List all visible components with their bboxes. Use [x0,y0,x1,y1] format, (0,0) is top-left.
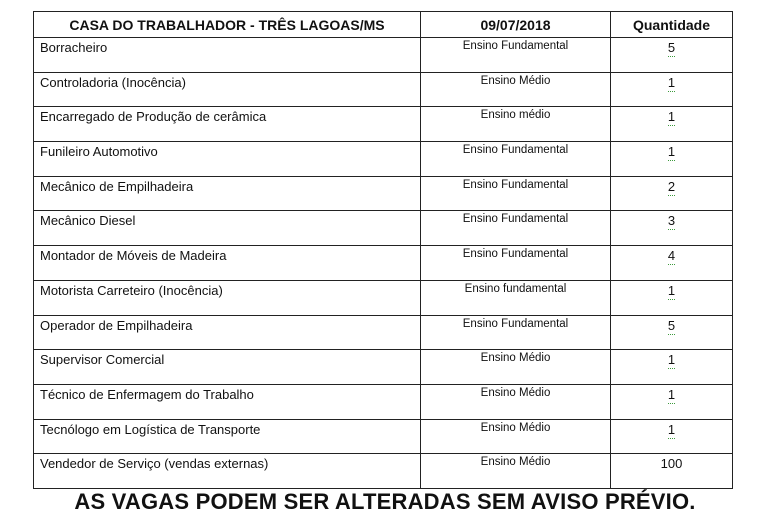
job-openings-table [33,11,733,489]
quantity-cell [611,454,733,489]
role-cell: Supervisor Comercial [34,350,421,385]
role-cell: Mecânico Diesel [34,211,421,246]
table-row [34,107,733,142]
header-quantity: Quantidade [611,12,733,38]
table-row [34,454,733,489]
table-row [34,246,733,281]
education-cell: Ensino Médio [421,454,611,489]
table-row [34,176,733,211]
role-cell: Motorista Carreteiro (Inocência) [34,280,421,315]
table-row [34,280,733,315]
table-row [34,142,733,177]
education-cell: Ensino Fundamental [421,142,611,177]
education-cell: Ensino Médio [421,384,611,419]
role-cell: Funileiro Automotivo [34,142,421,177]
quantity-cell [611,350,733,385]
quantity-value: 1 [667,74,676,90]
education-cell: Ensino Médio [421,72,611,107]
quantity-value: 2 [667,178,676,194]
education-cell: Ensino Fundamental [421,176,611,211]
role-cell: Operador de Empilhadeira [34,315,421,350]
table-row [34,72,733,107]
table-row [34,211,733,246]
quantity-value: 1 [667,352,676,368]
role-cell: Borracheiro [34,38,421,73]
quantity-value: 5 [667,40,676,55]
education-cell: Ensino Fundamental [421,246,611,281]
quantity-cell [611,419,733,454]
quantity-cell [611,384,733,419]
quantity-value: 5 [667,317,676,333]
quantity-cell [611,72,733,107]
notice-text: AS VAGAS PODEM SER ALTERADAS SEM AVISO PRÉVIO. [74,489,696,514]
quantity-value: 1 [667,109,676,125]
quantity-cell [611,142,733,177]
quantity-value: 1 [667,144,676,160]
role-cell: Técnico de Enfermagem do Trabalho [34,384,421,419]
education-cell: Ensino médio [421,107,611,142]
quantity-cell [611,315,733,350]
table-header-row [34,12,733,38]
education-cell: Ensino Médio [421,350,611,385]
table-row [34,350,733,385]
quantity-value: 1 [667,386,676,402]
header-role: CASA DO TRABALHADOR - TRÊS LAGOAS/MS [34,12,421,38]
quantity-cell [611,176,733,211]
quantity-value: 1 [667,282,676,298]
role-cell: Controladoria (Inocência) [34,72,421,107]
quantity-value: 1 [667,421,676,437]
quantity-cell [611,246,733,281]
role-cell: Mecânico de Empilhadeira [34,176,421,211]
header-date: 09/07/2018 [421,12,611,38]
quantity-value: 4 [667,248,676,264]
role-cell: Encarregado de Produção de cerâmica [34,107,421,142]
table-row [34,38,733,73]
quantity-cell [611,211,733,246]
table-row [34,315,733,350]
quantity-value: 3 [667,213,676,229]
education-cell: Ensino fundamental [421,280,611,315]
quantity-value: 100 [660,456,683,472]
education-cell: Ensino Fundamental [421,38,611,73]
role-cell: Montador de Móveis de Madeira [34,246,421,281]
role-cell: Vendedor de Serviço (vendas externas) [34,454,421,489]
role-cell: Tecnólogo em Logística de Transporte [34,419,421,454]
quantity-cell [611,280,733,315]
education-cell: Ensino Médio [421,419,611,454]
quantity-cell [611,38,733,73]
quantity-cell [611,107,733,142]
education-cell: Ensino Fundamental [421,211,611,246]
table-row [34,419,733,454]
table-row [34,384,733,419]
education-cell: Ensino Fundamental [421,315,611,350]
